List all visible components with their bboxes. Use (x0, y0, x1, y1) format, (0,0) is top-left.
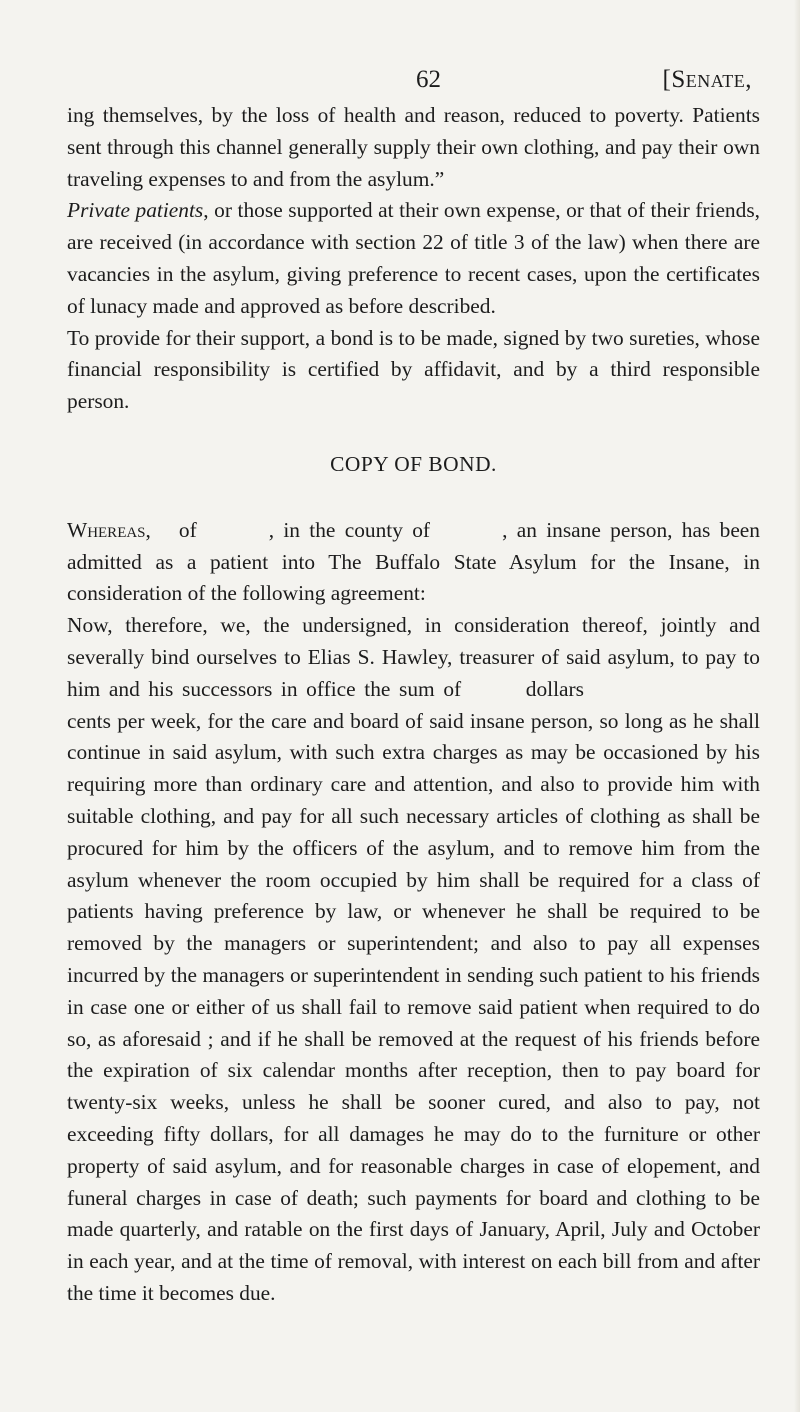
agreement-dollars: dollars (525, 676, 584, 701)
paragraph-1: ing themselves, by the loss of health and reason, reduced to poverty. Patients sent through this channel generally supply their own clothing, and pay their own traveling expenses to and from the asylum.” (67, 103, 760, 191)
whereas-word: Whereas, (67, 517, 151, 542)
agreement-start: Now, therefore, we, the undersigned, in consideration thereof, jointly and severally bind ourselves to Elias S. Hawley, treasurer of said asylum, to pay to him and his successors in office the sum of (67, 613, 760, 701)
agreement-paragraph (67, 610, 760, 1310)
agreement-cents: cents per week, for the care and board (67, 708, 399, 733)
paragraph-2 (67, 195, 760, 322)
page-number: 62 (416, 66, 441, 93)
agreement-rest: of said insane person, so long as he shall continue in said asylum, with such extra charges as may be occasioned by his requiring more than ordinary care and attention, and also to provide him with suitable clothing, and pay for all such necessary articles of clothing as shall be procured for him by the officers of the asylum, and to remove him from the asylum whenever the room occupied by him shall be required for a class of patients having preference by law, or whenever he shall be required to be removed by the managers or superintendent; and also to pay all expenses incurred by the managers or superintendent in sending such patient to his friends in case one or either of us shall fail to remove said patient when required to do so, as aforesaid ; and if he shall be removed at the request of his friends before the expiration of six calendar months after reception, then to pay board for twenty-six weeks, unless he shall be sooner cured, and also to pay, not exceeding fifty dollars, for all damages he may do to the furniture or other property of said asylum, and for reasonable charges in case of elopement, and funeral charges in case of death; such payments for board and clothing to be made quarterly, and ratable on the first days of January, April, July and October in each year, and at the time of removal, with interest on each bill from and after the time it becomes due. (67, 708, 760, 1305)
private-patients-term: Private patients (67, 198, 204, 223)
whereas-rest: , an insane person, has been admitted as a patient into The Buffalo State Asylum for the Insane, in consideration of the following agreement: (67, 517, 761, 606)
paragraph-3: To provide for their support, a bond is to be made, signed by two sureties, whose financial responsibility is certified by affidavit, and by a third responsible person. (67, 325, 760, 414)
bond-heading: COPY OF BOND. (330, 451, 497, 476)
body-text (67, 100, 760, 1310)
paragraph-2-text: , or those supported at their own expense, or that of their friends, are received (in accordance with section 22 of title 3 of the law) when there are vacancies in the asylum, giving preference to recent cases, upon the certificates of lunacy made and approved as before described. (67, 198, 760, 318)
whereas-county: , in the county of (268, 517, 431, 542)
whereas-paragraph (67, 515, 760, 610)
running-head: [Senate, (662, 66, 752, 93)
whereas-of: of (178, 517, 197, 542)
page-edge-shadow (794, 0, 800, 1412)
page-header (67, 0, 760, 100)
